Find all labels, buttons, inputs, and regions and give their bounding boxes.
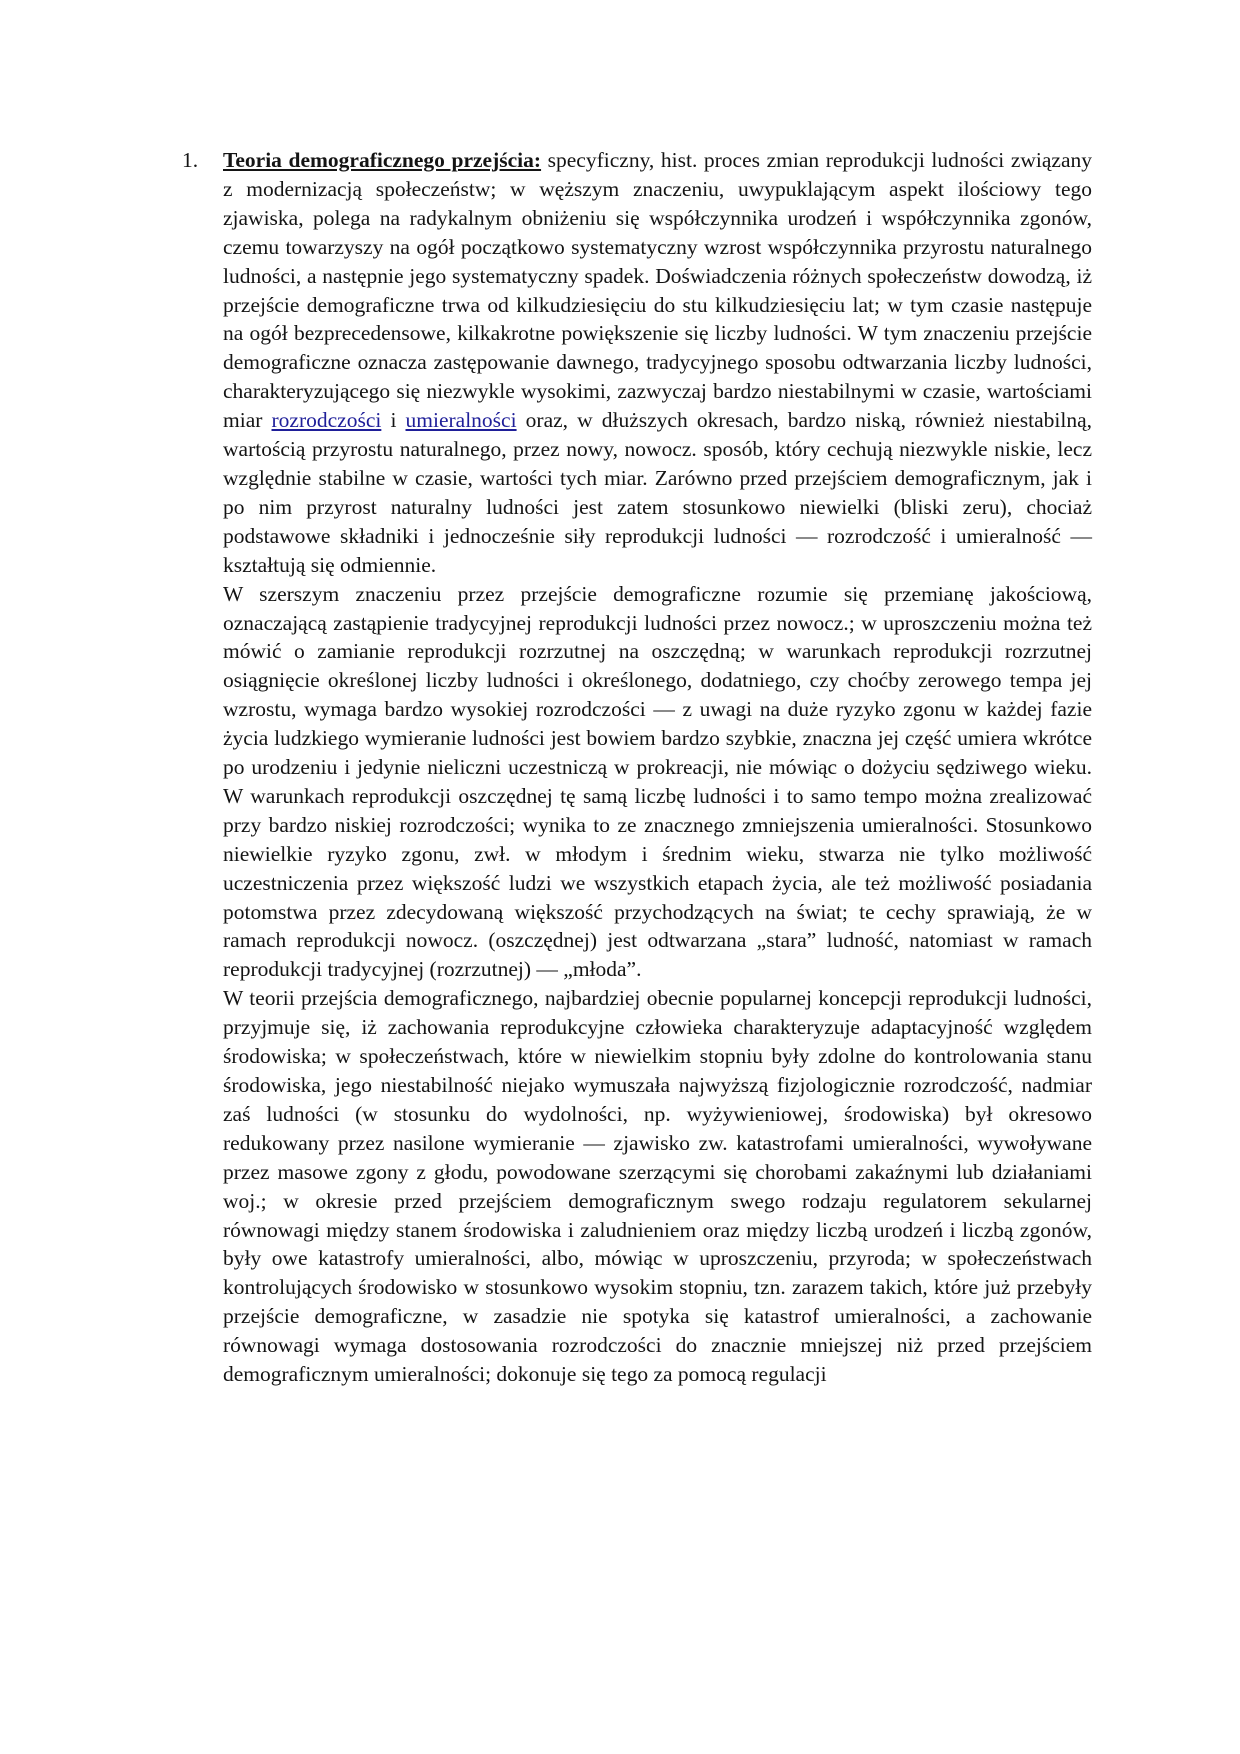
link-umieralnosc[interactable]: umieralności (405, 408, 517, 433)
link-rozrodczosc[interactable]: rozrodczości (271, 408, 382, 433)
term-heading: Teoria demograficznego przejścia: (223, 148, 542, 172)
definition-continuation: oraz, w dłuższych okresach, bardzo niską, również niestabilną, wartością przyrostu naturalnego, przez nowy, nowocz. sposób, który cechują niezwykle niskie, lecz względnie stabilne w czasie, wartości tych miar. Zarówno przed przejściem demograficznym, jak i po nim przyrost naturalny ludności jest zatem stosunkowo niewielki (bliski zeru), chociaż podstawowe składniki i jednocześnie siły reprodukcji ludności — rozrodczość i umieralność — kształtują się odmiennie. (223, 408, 1092, 577)
conjunction-text: i (381, 408, 406, 433)
paragraph-definition (223, 146, 1092, 580)
paragraph-broader-meaning: W szerszym znaczeniu przez przejście demograficzne rozumie się przemianę jakościową, oznaczającą zastąpienie tradycyjnej reprodukcji ludności przez nowocz.; w uproszczeniu można też mówić o zamianie reprodukcji rozrzutnej na oszczędną; w warunkach reprodukcji rozrzutnej osiągnięcie określonej liczby ludności i określonego, dodatniego, czy choćby zerowego tempa jej wzrostu, wymaga bardzo wysokiej rozrodczości — z uwagi na duże ryzyko zgonu w każdej fazie życia ludzkiego wymieranie ludności jest bowiem bardzo szybkie, znaczna jej część umiera wkrótce po urodzeniu i jedynie nieliczni uczestniczą w prokreacji, nie mówiąc o dożyciu sędziwego wieku. W warunkach reprodukcji oszczędnej tę samą liczbę ludności i to samo tempo można zrealizować przy bardzo niskiej rozrodczości; wynika to ze znacznego zmniejszenia umieralności. Stosunkowo niewielkie ryzyko zgonu, zwł. w młodym i średnim wieku, stwarza nie tylko możliwość uczestniczenia przez większość ludzi we wszystkich etapach życia, ale też możliwość posiadania potomstwa przez zdecydowaną większość przychodzących na świat; te cechy sprawiają, że w ramach reprodukcji nowocz. (oszczędnej) jest odtwarzana „stara” ludność, natomiast w ramach reprodukcji tradycyjnej (rozrzutnej) — „młoda”. (223, 581, 1092, 982)
numbered-list (182, 146, 1092, 1389)
list-number: 1. (182, 148, 199, 172)
list-item (182, 146, 1092, 1389)
paragraph-theory: W teorii przejścia demograficznego, najbardziej obecnie popularnej koncepcji reprodukcji ludności, przyjmuje się, iż zachowania reprodukcyjne człowieka charakteryzuje adaptacyjność względem środowiska; w społeczeństwach, które w niewielkim stopniu były zdolne do kontrolowania stanu środowiska, jego niestabilność niejako wymuszała najwyższą fizjologicznie rozrodczość, nadmiar zaś ludności (w stosunku do wydolności, np. wyżywieniowej, środowiska) był okresowo redukowany przez nasilone wymieranie — zjawisko zw. katastrofami umieralności, wywoływane przez masowe zgony z głodu, powodowane szerzącymi się chorobami zakaźnymi lub działaniami woj.; w okresie przed przejściem demograficznym swego rodzaju regulatorem sekularnej równowagi między stanem środowiska i zaludnieniem oraz między liczbą urodzeń i liczbą zgonów, były owe katastrofy umieralności, albo, mówiąc w uproszczeniu, przyroda; w społeczeństwach kontrolujących środowisko w stosunkowo wysokim stopniu, tzn. zarazem takich, które już przebyły przejście demograficzne, w zasadzie nie spotyka się katastrof umieralności, a zachowanie równowagi wymaga dostosowania rozrodczości do znacznie mniejszej niż przed przejściem demograficznym umieralności; dokonuje się tego za pomocą regulacji (223, 986, 1092, 1387)
definition-text: specyficzny, hist. proces zmian reprodukcji ludności związany z modernizacją społeczeństw; w węższym znaczeniu, uwypuklającym aspekt ilościowy tego zjawiska, polega na radykalnym obniżeniu się współczynnika urodzeń i współczynnika zgonów, czemu towarzyszy na ogół początkowo systematyczny wzrost współczynnika przyrostu naturalnego ludności, a następnie jego systematyczny spadek. Doświadczenia różnych społeczeństw dowodzą, iż przejście demograficzne trwa od kilkudziesięciu do stu kilkudziesięciu lat; w tym czasie następuje na ogół bezprecedensowe, kilkakrotne powiększenie się liczby ludności. W tym znaczeniu przejście demograficzne oznacza zastępowanie dawnego, tradycyjnego sposobu odtwarzania liczby ludności, charakteryzującego się niezwykle wysokimi, zazwyczaj bardzo niestabilnymi w czasie, wartościami miar (223, 148, 1092, 433)
